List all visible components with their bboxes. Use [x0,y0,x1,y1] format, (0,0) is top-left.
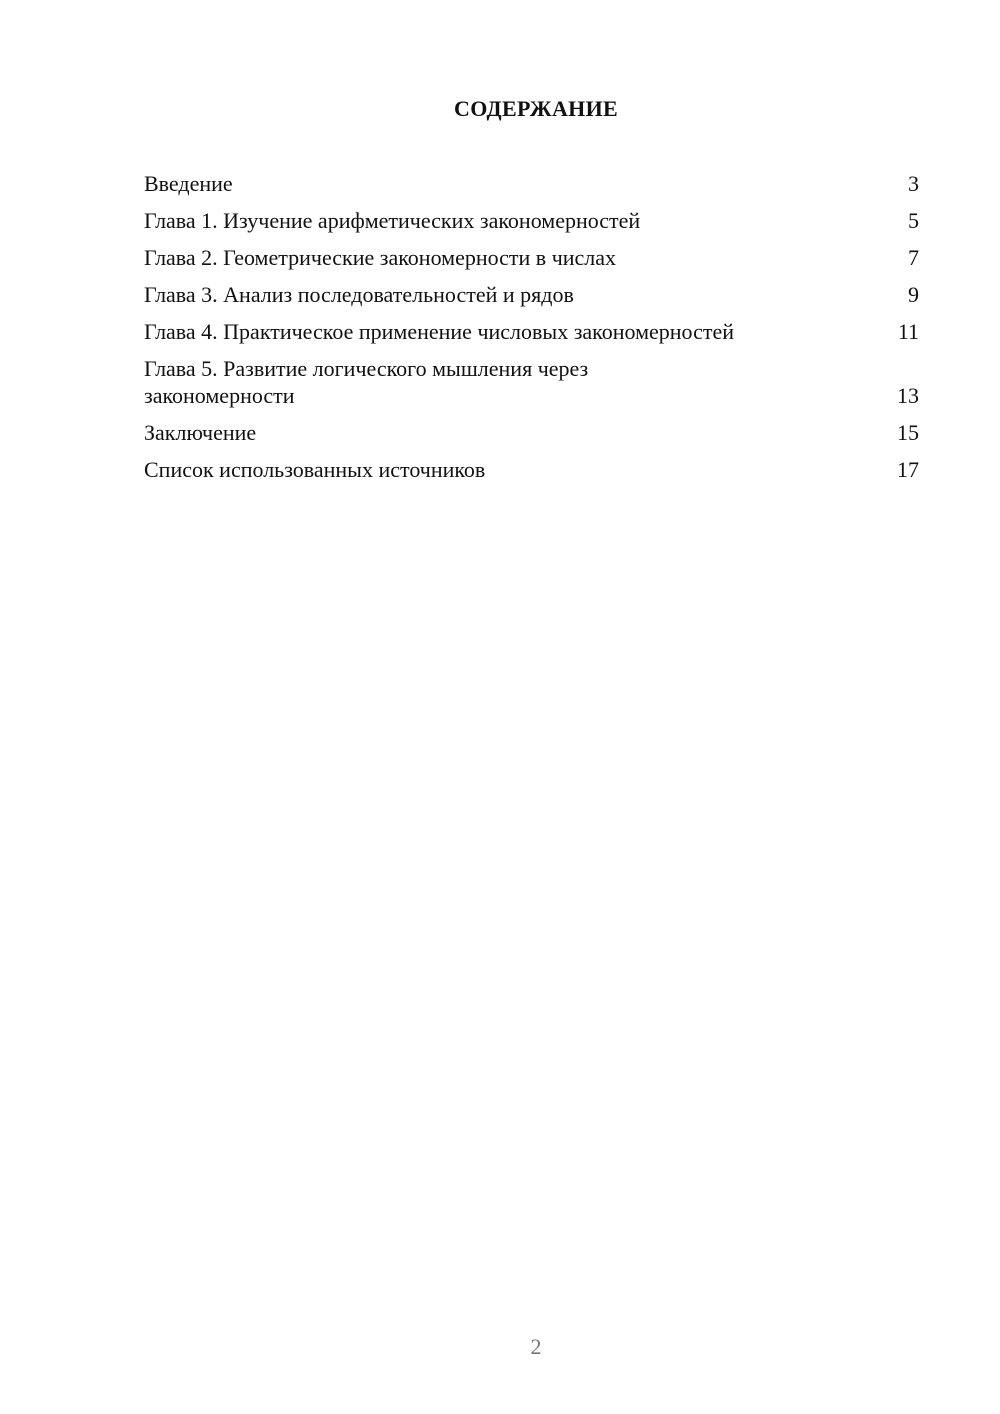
toc-entry-text: Глава 4. Практическое применение числовых закономерностей [144,319,734,344]
toc-entry-text: Глава 3. Анализ последовательностей и рядов [144,282,574,307]
toc-entry-chapter-5[interactable] [144,355,919,409]
toc-entry-page: 7 [908,245,919,270]
toc-entry-chapter-3[interactable] [144,281,919,308]
toc-entry-text: Заключение [144,420,257,445]
toc-entry-page: 11 [897,319,919,344]
toc-entry-page: 3 [908,171,919,196]
toc-entry-text: Глава 5. Развитие логического мышления через закономерности [144,356,589,408]
toc-entry-references[interactable] [144,456,919,483]
toc-entry-conclusion[interactable] [144,419,919,446]
toc-entry-text: Глава 1. Изучение арифметических закономерностей [144,208,641,233]
toc-entry-page: 15 [897,420,919,445]
toc-entry-chapter-1[interactable] [144,207,919,234]
toc-entry-chapter-4[interactable] [144,318,919,345]
toc-entry-page: 13 [897,383,919,408]
toc-entry-text: Введение [144,171,233,196]
toc-entry-chapter-2[interactable] [144,244,919,271]
table-of-contents [144,170,919,493]
toc-entry-page: 5 [908,208,919,233]
toc-entry-text: Список использованных источников [144,457,486,482]
toc-title: СОДЕРЖАНИЕ [454,96,618,121]
toc-entry-page: 9 [908,282,919,307]
toc-entry-page: 17 [897,457,919,482]
toc-entry-introduction[interactable] [144,170,919,197]
page-number: 2 [530,1334,542,1359]
toc-entry-text: Глава 2. Геометрические закономерности в числах [144,245,617,270]
